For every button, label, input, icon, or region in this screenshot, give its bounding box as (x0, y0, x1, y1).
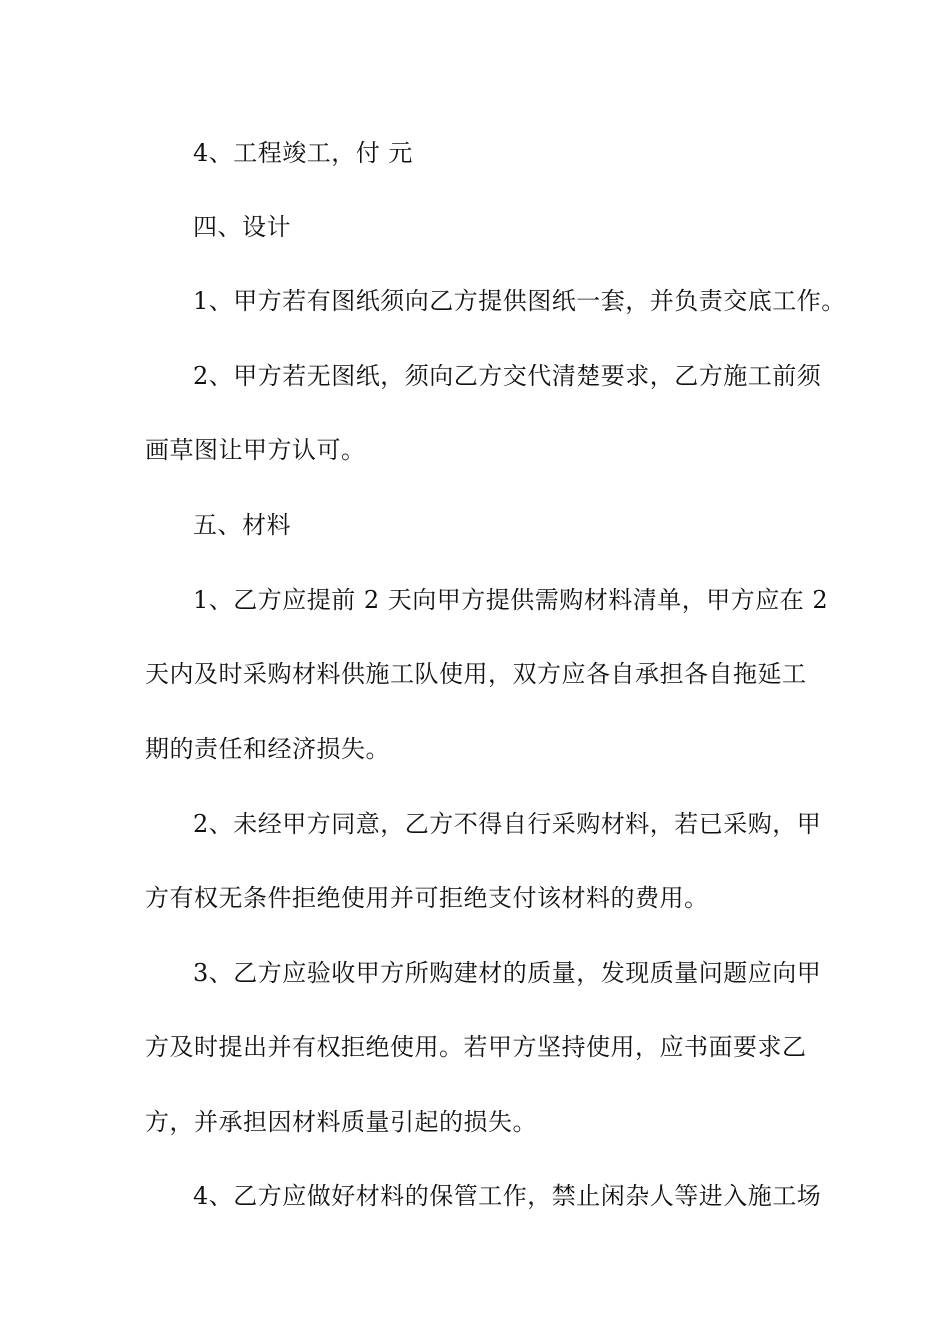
materials-clause-3-line-1: 3、乙方应验收甲方所购建材的质量，发现质量问题应向甲 (193, 959, 822, 987)
materials-clause-1-line-2: 天内及时采购材料供施工队使用，双方应各自承担各自拖延工 (145, 660, 807, 688)
clause-4-completion-payment: 4、工程竣工，付 元 (193, 139, 413, 167)
materials-clause-1-line-1: 1、乙方应提前 2 天向甲方提供需购材料清单，甲方应在 2 (193, 586, 829, 614)
section-heading-materials: 五、材料 (193, 511, 291, 539)
design-clause-2-line-2: 画草图让甲方认可。 (145, 436, 366, 464)
materials-clause-2-line-1: 2、未经甲方同意，乙方不得自行采购材料，若已采购，甲 (193, 810, 822, 838)
materials-clause-1-line-3: 期的责任和经济损失。 (145, 735, 390, 763)
section-heading-design: 四、设计 (193, 213, 291, 241)
materials-clause-3-line-3: 方，并承担因材料质量引起的损失。 (145, 1108, 537, 1136)
materials-clause-4-line-1: 4、乙方应做好材料的保管工作，禁止闲杂人等进入施工场 (193, 1182, 822, 1210)
design-clause-2-line-1: 2、甲方若无图纸，须向乙方交代清楚要求，乙方施工前须 (193, 362, 822, 390)
materials-clause-3-line-2: 方及时提出并有权拒绝使用。若甲方坚持使用，应书面要求乙 (145, 1033, 807, 1061)
design-clause-1: 1、甲方若有图纸须向乙方提供图纸一套，并负责交底工作。 (193, 287, 846, 315)
materials-clause-2-line-2: 方有权无条件拒绝使用并可拒绝支付该材料的费用。 (145, 884, 709, 912)
